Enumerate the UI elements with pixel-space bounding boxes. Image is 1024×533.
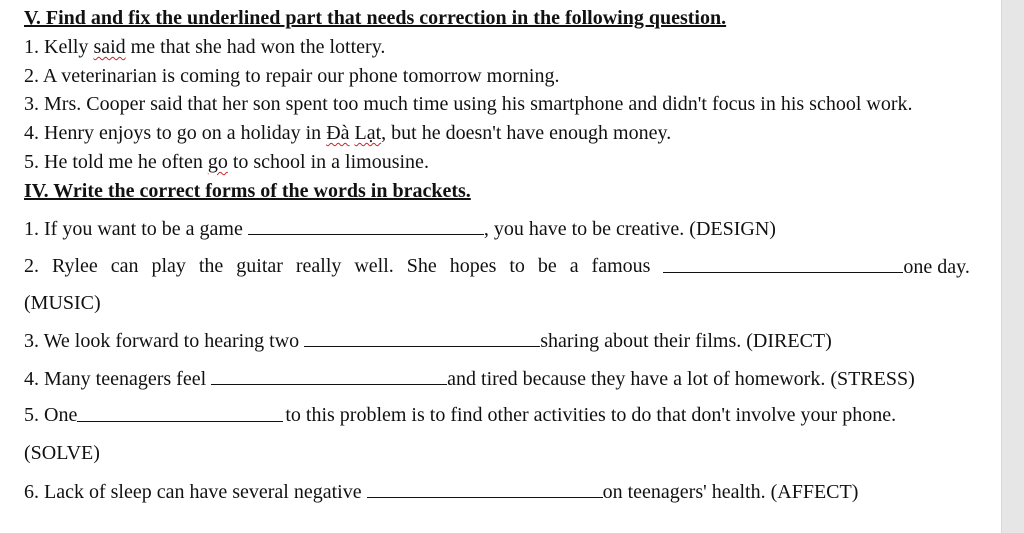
word: well. — [354, 255, 394, 277]
item-text: , you have to be creative. (DESIGN) — [483, 218, 776, 240]
word: to — [509, 255, 525, 277]
item-text: and tired because they have a lot of homework. (STRESS) — [447, 368, 915, 390]
section-iv-item-5-cont: (SOLVE) — [24, 442, 100, 464]
item-text: me that she had won the lottery. — [125, 36, 386, 58]
section-iv-item-4 — [24, 366, 915, 391]
section-v-item-4 — [24, 121, 671, 145]
section-iv-item-6 — [24, 479, 858, 504]
word: hopes — [449, 255, 497, 277]
word: play — [151, 255, 186, 277]
item-text: to school in a limousine. — [227, 151, 429, 173]
item-text: to this problem is to find other activities to do that don't involve your phone. — [285, 404, 897, 426]
section-iv-item-2 — [24, 254, 970, 279]
word: a — [569, 255, 579, 277]
section-v-item-2: 2. A veterinarian is coming to repair our phone tomorrow morning. — [24, 65, 560, 87]
word: be — [537, 255, 557, 277]
underlined-word: Đà — [326, 122, 350, 144]
answer-blank[interactable] — [663, 254, 903, 273]
word: can — [110, 255, 139, 277]
section-iv-item-2-cont: (MUSIC) — [24, 292, 101, 314]
item-text: 3. We look forward to hearing two — [24, 330, 300, 352]
item-text: 1. Kelly — [24, 36, 94, 58]
answer-blank[interactable] — [211, 366, 447, 385]
word: She — [406, 255, 437, 277]
item-text: 4. Henry enjoys to go on a holiday in — [24, 122, 327, 144]
word: 2. — [24, 255, 39, 277]
scrollbar-gutter[interactable] — [1001, 0, 1024, 533]
item-text: one day. — [903, 256, 970, 278]
item-text: 6. Lack of sleep can have several negative — [24, 481, 362, 503]
item-text: 5. He told me he often — [24, 151, 208, 173]
section-v-item-3: 3. Mrs. Cooper said that her son spent too much time using his smartphone and didn't focus in his school work. — [24, 93, 913, 115]
underlined-word: Lạt — [354, 122, 382, 144]
word: famous — [591, 255, 651, 277]
answer-blank[interactable] — [367, 479, 603, 498]
section-iv-item-1 — [24, 216, 776, 241]
word: the — [198, 255, 224, 277]
underlined-word: go — [207, 151, 228, 173]
answer-blank[interactable] — [77, 403, 283, 422]
word: really — [295, 255, 342, 277]
item-text: sharing about their films. (DIRECT) — [540, 330, 832, 352]
blank-group — [663, 254, 969, 279]
section-v-heading: V. Find and fix the underlined part that needs correction in the following question. — [24, 7, 727, 29]
answer-blank[interactable] — [304, 328, 540, 347]
item-text: , but he doesn't have enough money. — [381, 122, 672, 144]
section-v-item-1 — [24, 35, 385, 59]
section-iv-heading: IV. Write the correct forms of the words in brackets. — [24, 180, 471, 202]
answer-blank[interactable] — [248, 216, 484, 235]
word: Rylee — [51, 255, 98, 277]
word: guitar — [236, 255, 283, 277]
item-text: 5. One — [24, 404, 78, 426]
section-iv-item-5 — [24, 403, 970, 427]
item-text: 1. If you want to be a game — [24, 218, 243, 240]
item-text: 4. Many teenagers feel — [24, 368, 207, 390]
underlined-word: said — [93, 36, 126, 58]
item-text: on teenagers' health. (AFFECT) — [602, 481, 859, 503]
section-v-item-5 — [24, 150, 429, 174]
item-text-group — [285, 403, 970, 427]
section-iv-item-3 — [24, 328, 832, 353]
